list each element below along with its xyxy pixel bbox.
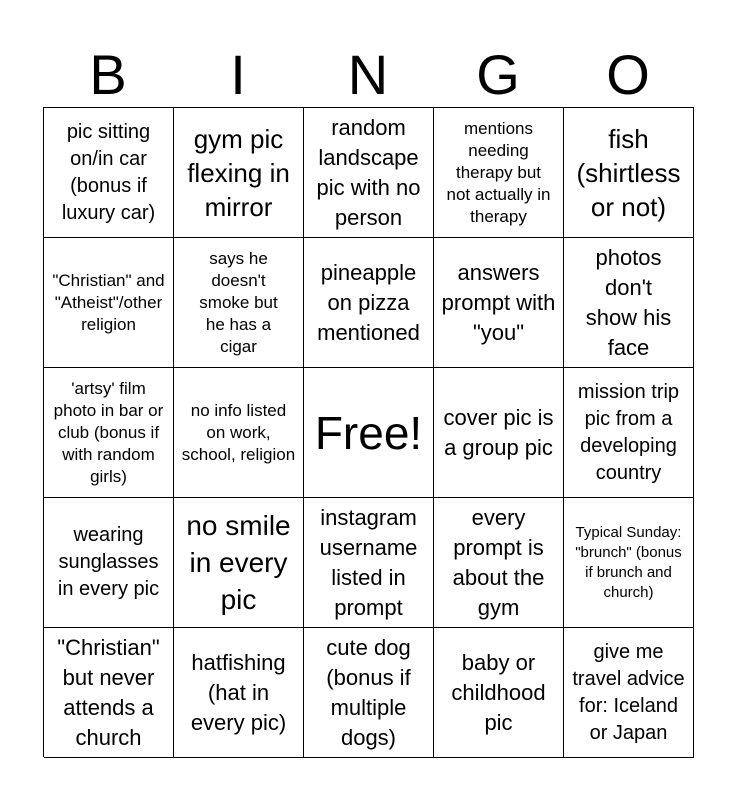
cell-text: cute dog (bonus if multiple dogs) (326, 634, 411, 750)
header-letter-b: B (89, 43, 127, 106)
cell-text: no smile in every pic (186, 510, 291, 615)
bingo-cell-r4c3[interactable] (304, 498, 434, 628)
bingo-cell-r1c4[interactable] (434, 108, 564, 238)
cell-text: "Christian" and "Atheist"/other religion (52, 270, 165, 334)
bingo-board (43, 107, 694, 757)
cell-text: pic sitting on/in car (bonus if luxury car) (61, 120, 156, 224)
cell-text: random landscape pic with no person (316, 114, 421, 230)
bingo-cell-r2c5[interactable] (564, 238, 694, 368)
cell-text: says he doesn't smoke but he has a cigar (199, 248, 278, 356)
bingo-cell-r5c1[interactable] (44, 628, 174, 758)
cell-text: wearing sunglasses in every pic (57, 524, 160, 600)
cell-text: give me travel advice for: Iceland or Japan (572, 640, 685, 744)
bingo-cell-r2c4[interactable] (434, 238, 564, 368)
cell-text: gym pic flexing in mirror (187, 123, 290, 222)
cell-text: fish (shirtless or not) (576, 123, 681, 222)
cell-text: every prompt is about the gym (452, 504, 545, 620)
bingo-cell-r1c2[interactable] (174, 108, 304, 238)
cell-text: baby or childhood pic (451, 649, 546, 735)
bingo-cell-r1c1[interactable] (44, 108, 174, 238)
bingo-cell-r3c2[interactable] (174, 368, 304, 498)
cell-text: 'artsy' film photo in bar or club (bonus if with random girls) (53, 378, 164, 486)
bingo-cell-r2c1[interactable] (44, 238, 174, 368)
cell-text: pineapple on pizza mentioned (317, 259, 420, 345)
bingo-cell-r1c5[interactable] (564, 108, 694, 238)
header-letter-o: O (606, 43, 650, 106)
cell-text: cover pic is a group pic (443, 404, 554, 460)
bingo-cell-r5c5[interactable] (564, 628, 694, 758)
header-letter-n: N (347, 43, 389, 106)
cell-text: no info listed on work, school, religion (181, 400, 296, 464)
header-letter-i: I (230, 43, 246, 106)
cell-text: photos don't show his face (585, 244, 672, 360)
bingo-cell-r4c1[interactable] (44, 498, 174, 628)
cell-text: Typical Sunday: "brunch" (bonus if brunch and church) (575, 523, 682, 601)
cell-text: hatfishing (hat in every pic) (190, 649, 287, 735)
bingo-cell-r5c2[interactable] (174, 628, 304, 758)
bingo-cell-r4c2[interactable] (174, 498, 304, 628)
free-space-text: Free! (314, 406, 423, 459)
bingo-cell-r3c5[interactable] (564, 368, 694, 498)
bingo-cell-r4c5[interactable] (564, 498, 694, 628)
bingo-cell-r2c3[interactable] (304, 238, 434, 368)
bingo-cell-r4c4[interactable] (434, 498, 564, 628)
bingo-cell-r2c2[interactable] (174, 238, 304, 368)
header-letter-g: G (476, 43, 520, 106)
bingo-cell-r3c3-free[interactable] (304, 368, 434, 498)
bingo-cell-r3c1[interactable] (44, 368, 174, 498)
cell-text: answers prompt with "you" (441, 259, 556, 345)
bingo-header (43, 44, 693, 106)
cell-text: mentions needing therapy but not actually in therapy (446, 118, 551, 226)
cell-text: mission trip pic from a developing country (577, 380, 680, 484)
cell-text: instagram username listed in prompt (319, 504, 418, 620)
bingo-cell-r5c4[interactable] (434, 628, 564, 758)
cell-text: "Christian" but never attends a church (57, 634, 160, 750)
bingo-cell-r5c3[interactable] (304, 628, 434, 758)
bingo-cell-r3c4[interactable] (434, 368, 564, 498)
bingo-cell-r1c3[interactable] (304, 108, 434, 238)
